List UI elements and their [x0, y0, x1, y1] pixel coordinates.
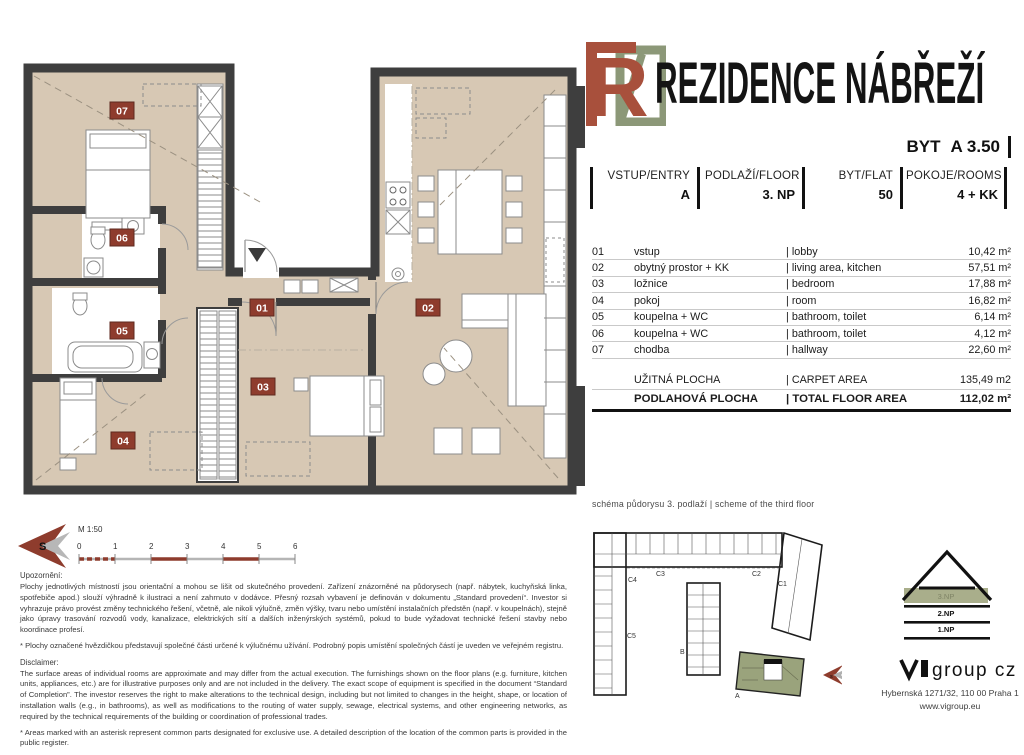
table-gap	[592, 359, 1011, 372]
entry-arrow-icon	[248, 248, 266, 262]
info-flat-label: BYT/FLAT	[838, 170, 893, 182]
block-label-c5: C5	[627, 633, 636, 640]
row-area: 17,88 m²	[968, 278, 1011, 291]
pipe-divider: |	[786, 344, 789, 357]
info-flat-value: 50	[878, 187, 893, 202]
compass-and-scale	[12, 518, 312, 570]
carpet-area-en: CARPET AREA	[791, 374, 868, 387]
divider-bar	[802, 167, 805, 209]
room-badge-05	[110, 322, 134, 339]
row-name-cz: koupelna + WC	[634, 311, 709, 324]
row-area: 22,60 m²	[968, 344, 1011, 357]
schema-caption-cz: schéma půdorysu 3. podlaží	[592, 499, 708, 509]
note-title-en: Disclaimer:	[20, 657, 59, 667]
footer-website: www.vigroup.eu	[919, 701, 981, 711]
footer-address: Hybernská 1271/32, 110 00 Praha 1	[881, 688, 1019, 698]
note-star-cz: * Plochy označené hvězdičkou představují společné části určené k výlučnému užívání. Podrobný popis umístění společných částí je uveden ve veřejném registru.	[20, 640, 564, 650]
mini-north-arrow-icon	[823, 665, 842, 685]
note-body-cz: Plochy jednotlivých místností jsou orientační a mohou se lišit od skutečného provedení. Zařízení znázorněné na půdorysech (např. nábytek, kuchyňská linka, spotřebiče apod.) slouží výhradně k ilustraci a není zahrnuto v dodávce. Přesný rozsah vybavení je definován v dokumentu „Standard provedení“. Investor si vyhrazuje právo provést změny technického řešení, včetně, ale nikoli výlučně, změn výšky, tvaru nebo umístění instalačních předstěn (např. v koupelnách), stejně jako úpravy trasování rozvodů vody, kanalizace, elektrických sítí a dalších inženýrských systémů, pokud to bude vyžadovat technické řešení stavby nebo koordinace profesí.	[20, 582, 567, 635]
row-num: 05	[592, 311, 605, 324]
pipe-divider: |	[709, 499, 713, 509]
row-name-en: lobby	[791, 245, 818, 258]
total-floor-value: 112,02 m²	[959, 393, 1011, 406]
badge-01-label: 01	[256, 302, 268, 315]
room-badge-04	[111, 432, 135, 449]
info-rooms	[906, 170, 1002, 202]
flat-code-value: A 3.50	[950, 137, 1000, 156]
total-floor-en: TOTAL FLOOR AREA	[792, 393, 908, 406]
divider-bar	[590, 167, 593, 209]
badge-05-label: 05	[116, 325, 128, 338]
badge-07-label: 07	[116, 105, 128, 118]
scale-bar	[77, 525, 298, 564]
row-num: 06	[592, 327, 605, 340]
scale-tick: 2	[149, 542, 154, 551]
row-area: 57,51 m²	[968, 262, 1011, 275]
block-label-c3: C3	[656, 571, 665, 578]
info-floor	[705, 170, 800, 202]
info-rooms-value: 4 + KK	[957, 187, 998, 202]
floor-plan	[10, 42, 586, 508]
info-entry-label: VSTUP/ENTRY	[607, 170, 690, 182]
row-num: 02	[592, 262, 605, 275]
compass-letter: S	[39, 541, 47, 553]
block-label-c1: C1	[778, 581, 787, 588]
info-flat	[808, 170, 893, 202]
info-rooms-label: POKOJE/ROOMS	[906, 170, 1002, 182]
pipe-divider: |	[786, 262, 789, 275]
row-name-en: bathroom, toilet	[791, 311, 867, 324]
block-label-c4: C4	[628, 577, 637, 584]
highlighted-unit-a	[736, 652, 804, 696]
table-row	[592, 260, 1011, 276]
table-row	[592, 310, 1011, 326]
table-row	[592, 293, 1011, 309]
carpet-area-cz: UŽITNÁ PLOCHA	[634, 374, 721, 387]
carpet-area-value: 135,49 m2	[959, 374, 1011, 387]
row-area: 16,82 m²	[968, 294, 1011, 307]
flat-code-label: BYT	[906, 137, 941, 156]
disclaimer-block	[20, 571, 567, 755]
block-label-c2: C2	[752, 571, 761, 578]
row-area: 6,14 m²	[974, 311, 1011, 324]
scale-tick: 6	[293, 542, 298, 551]
scale-tick: 3	[185, 542, 190, 551]
info-entry-value: A	[680, 187, 690, 202]
badge-06-label: 06	[116, 232, 128, 245]
scale-tick: 0	[77, 542, 82, 551]
building-schema	[592, 528, 842, 718]
row-name-cz: pokoj	[634, 294, 660, 307]
logo-letter: R	[588, 40, 649, 126]
row-name-en: bathroom, toilet	[791, 327, 867, 340]
table-row	[592, 277, 1011, 293]
scale-tick: 5	[257, 542, 262, 551]
room-badge-06	[110, 229, 134, 246]
info-floor-value: 3. NP	[762, 187, 795, 202]
block-label-a: A	[735, 693, 740, 700]
room-badge-07	[110, 102, 134, 119]
pipe-divider: |	[786, 294, 789, 307]
row-num: 07	[592, 344, 605, 357]
badge-02-label: 02	[422, 302, 434, 315]
table-row	[592, 326, 1011, 342]
pipe-divider: |	[786, 327, 789, 340]
row-name-en: hallway	[791, 344, 828, 357]
row-name-cz: vstup	[634, 245, 660, 258]
info-floor-label: PODLAŽÍ/FLOOR	[705, 170, 800, 182]
north-arrow-icon	[18, 524, 70, 568]
divider-bar	[900, 167, 903, 209]
floor-3np: 3.NP	[937, 592, 955, 601]
info-entry	[598, 170, 690, 202]
row-name-cz: chodba	[634, 344, 670, 357]
row-name-cz: ložnice	[634, 278, 668, 291]
vigroup-logo	[898, 656, 1022, 682]
room-table	[592, 244, 1011, 412]
row-area: 4,12 m²	[974, 327, 1011, 340]
room-badge-03	[251, 378, 275, 395]
table-row	[592, 342, 1011, 358]
pipe-divider: |	[786, 278, 789, 291]
room-badge-01	[250, 299, 274, 316]
logo-i-icon	[921, 660, 928, 677]
pipe-divider: |	[786, 374, 789, 387]
note-body-en: The surface areas of individual rooms are approximate and may differ from the actual execution. The furnishings shown on the floor plans (e.g. furniture, kitchen units, appliances, etc.) are for illustrative purposes only and are not included in the delivery. The exact scope of equipment is specified in the document “Standard of Completion”. The investor reserves the right to make alterations to the technical design, including but not limited to changes in the height, shape, or location of installation walls (e.g., in bathrooms), as well as modifications to the routing of water supply, sewage, electrical systems, and other engineering networks, as required by the technical requirements of the building or coordination of professional trades.	[20, 668, 567, 721]
vigroup-logo-text: group cz	[932, 660, 1017, 681]
carpet-area-row	[592, 372, 1011, 390]
total-floor-cz: PODLAHOVÁ PLOCHA	[634, 393, 759, 406]
flat-code	[700, 136, 1011, 158]
pipe-divider: |	[786, 245, 789, 258]
floor-indicator	[902, 546, 994, 646]
row-num: 03	[592, 278, 605, 291]
mini-compass-letter: s	[830, 674, 833, 680]
schema-caption	[592, 499, 814, 509]
pipe-divider: |	[786, 311, 789, 324]
scale-tick: 4	[221, 542, 226, 551]
note-title-cz: Upozornění:	[20, 571, 63, 580]
row-name-en: room	[791, 294, 817, 307]
page-title: REZIDENCE NÁBŘEŽÍ	[655, 51, 985, 117]
badge-03-label: 03	[257, 381, 269, 394]
pipe-divider: |	[786, 393, 790, 406]
table-row	[592, 244, 1011, 260]
row-name-cz: obytný prostor + KK	[634, 262, 730, 275]
logo-v-icon	[901, 660, 917, 677]
brand-logo	[586, 40, 666, 126]
badge-04-label: 04	[117, 435, 129, 448]
note-star-en: * Areas marked with an asterisk represent common parts designated for exclusive use. A detailed description of the location of the common parts is provided in the public register.	[20, 727, 567, 748]
row-name-cz: koupelna + WC	[634, 327, 709, 340]
scale-label: M 1:50	[78, 525, 103, 534]
row-num: 04	[592, 294, 605, 307]
divider-bar	[1004, 167, 1007, 209]
row-area: 10,42 m²	[968, 245, 1011, 258]
row-num: 01	[592, 245, 605, 258]
row-name-en: bedroom	[791, 278, 835, 291]
schema-caption-en: scheme of the third floor	[715, 499, 815, 509]
room-badge-02	[416, 299, 440, 316]
floor-2np: 2.NP	[937, 609, 955, 618]
row-name-en: living area, kitchen	[791, 262, 882, 275]
divider-bar	[697, 167, 700, 209]
total-floor-area-row	[592, 390, 1011, 412]
scale-tick: 1	[113, 542, 118, 551]
block-label-b: B	[680, 649, 685, 656]
floor-1np: 1.NP	[937, 625, 955, 634]
